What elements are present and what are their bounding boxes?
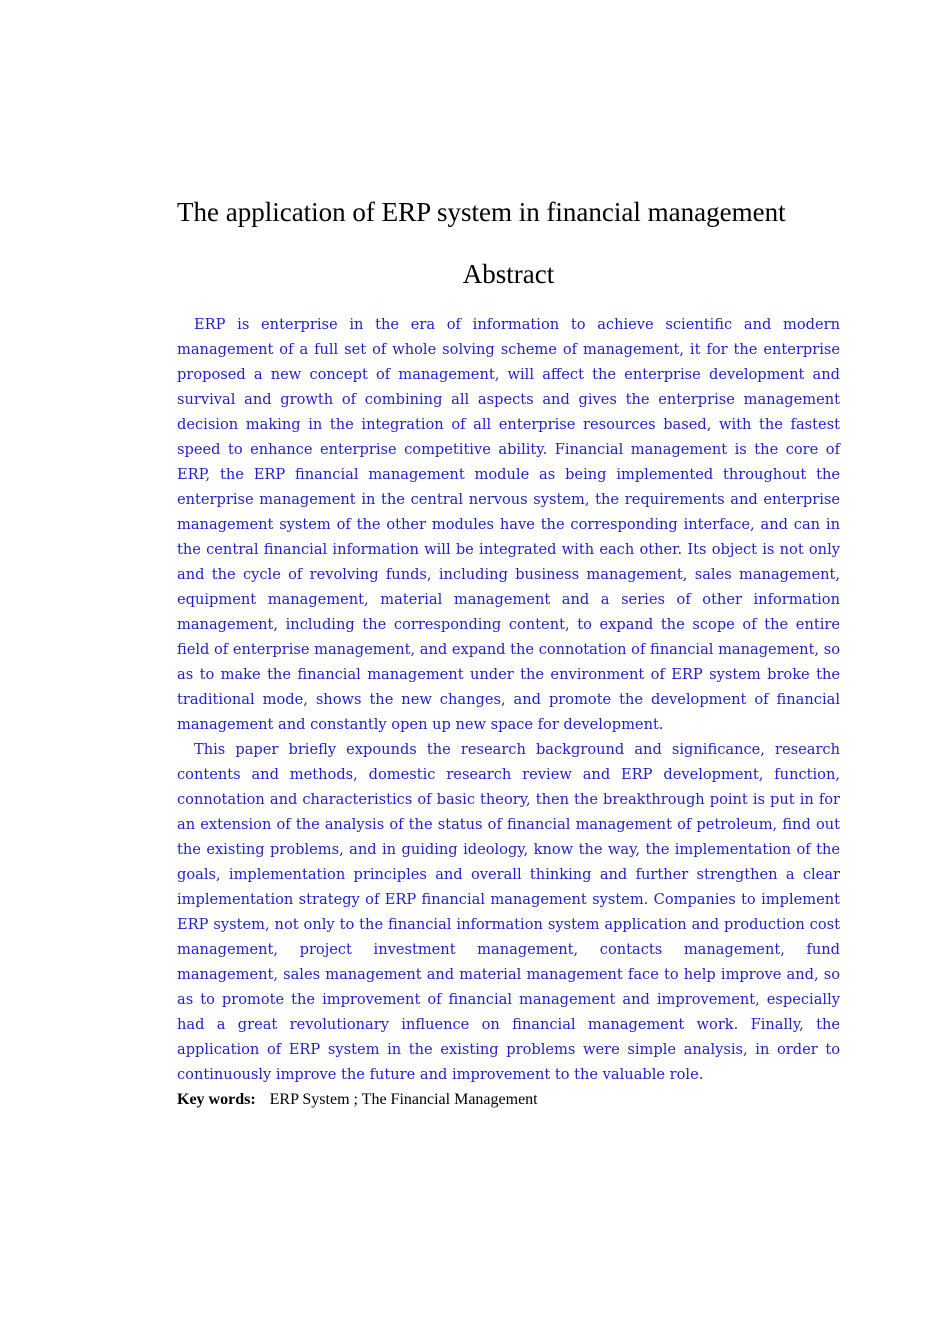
keywords-value: ERP System ; The Financial Management xyxy=(269,1091,538,1108)
document-title: The application of ERP system in financial management xyxy=(177,197,786,227)
keywords-line xyxy=(177,1088,840,1112)
abstract-paragraph-2: This paper briefly expounds the research background and significance, research contents and methods, domestic research review and ERP development, function, connotation and characteristics of basic theory, then the breakthrough point is put in for an extension of the analysis of the status of financial management of petroleum, find out the existing problems, and in guiding ideology, know the way, the implementation of the goals, implementation principles and overall thinking and further strengthen a clear implementation strategy of ERP financial management system. Companies to implement ERP system, not only to the financial information system application and production cost management, project investment management, contacts management, fund management, sales management and material management face to help improve and, so as to promote the improvement of financial management and improvement, especially had a great revolutionary influence on financial management work. Finally, the application of ERP system in the existing problems were simple analysis, in order to continuously improve the future and improvement to the valuable role. xyxy=(177,741,840,1083)
abstract-heading: Abstract xyxy=(462,259,555,289)
keywords-label: Key words: xyxy=(177,1091,256,1108)
abstract-body xyxy=(177,312,840,1087)
abstract-paragraph-1: ERP is enterprise in the era of information to achieve scientific and modern management of a full set of whole solving scheme of management, it for the enterprise proposed a new concept of management, will affect the enterprise development and survival and growth of combining all aspects and gives the enterprise management decision making in the integration of all enterprise resources based, with the fastest speed to enhance enterprise competitive ability. Financial management is the core of ERP, the ERP financial management module as being implemented throughout the enterprise management in the central nervous system, the requirements and enterprise management system of the other modules have the corresponding interface, and can in the central financial information will be integrated with each other. Its object is not only and the cycle of revolving funds, including business management, sales management, equipment management, material management and a series of other information management, including the corresponding content, to expand the scope of the entire field of enterprise management, and expand the connotation of financial management, so as to make the financial management under the environment of ERP system broke the traditional mode, shows the new changes, and promote the development of financial management and constantly open up new space for development. xyxy=(177,316,840,733)
